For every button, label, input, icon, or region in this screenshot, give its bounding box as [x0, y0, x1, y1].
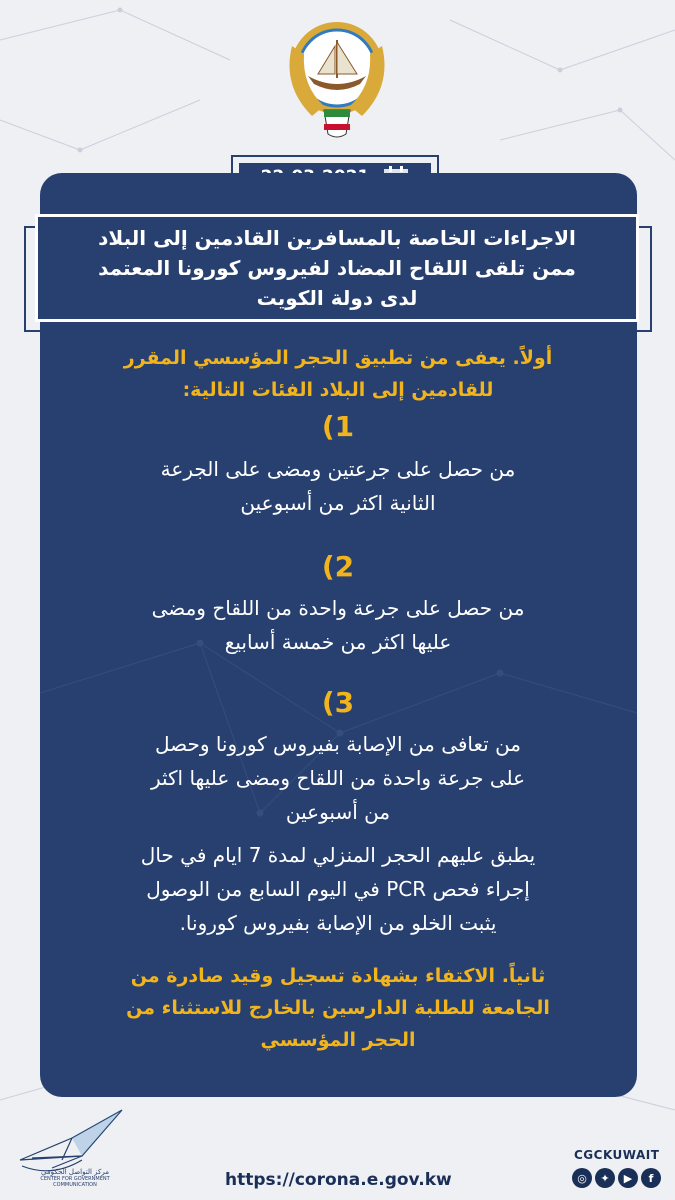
intro-text [60, 342, 616, 406]
item-number: 1) [321, 410, 355, 443]
instagram-icon[interactable]: ◎ [572, 1168, 592, 1188]
item-line: من أسبوعين [285, 800, 391, 824]
social-icons [572, 1168, 661, 1188]
website-link[interactable]: https://corona.e.gov.kw [225, 1170, 452, 1190]
second-line: الجامعة للطلبة الدارسين بالخارج للاستثناء من [126, 997, 550, 1019]
quarantine-line: يطبق عليهم الحجر المنزلي لمدة 7 ايام في حال [140, 843, 536, 867]
item-text [60, 591, 616, 659]
quarantine-line: يثبت الخلو من الإصابة بفيروس كورونا. [179, 911, 497, 935]
item-line: عليها اكثر من خمسة أسابيع [224, 630, 452, 654]
item-line: الثانية اكثر من أسبوعين [240, 491, 436, 515]
second-line: الحجر المؤسسي [260, 1029, 416, 1051]
facebook-icon[interactable]: f [641, 1168, 661, 1188]
item-line: على جرعة واحدة من اللقاح ومضى عليها اكثر [150, 766, 526, 790]
quarantine-line: إجراء فحص PCR في اليوم السابع من الوصول [146, 877, 530, 901]
title-box [35, 214, 639, 322]
item-number: 2) [321, 550, 355, 583]
second-clause-text [60, 960, 616, 1056]
item-text [60, 727, 616, 829]
intro-line: أولاً. يعفى من تطبيق الحجر المؤسسي المقرر [123, 347, 553, 369]
youtube-icon[interactable]: ▶ [618, 1168, 638, 1188]
intro-line: للقادمين إلى البلاد الفئات التالية: [182, 379, 494, 401]
cgc-logo-text: مركز التواصل الحكومي CENTER FOR GOVERNMENT COMMUNICATION [40, 1168, 110, 1188]
title-line: ممن تلقى اللقاح المضاد لفيروس كورونا المعتمد [98, 256, 576, 280]
item-line: من حصل على جرعتين ومضى على الجرعة [160, 457, 516, 481]
title-line: لدى دولة الكويت [256, 286, 418, 310]
kuwait-emblem-logo [262, 6, 412, 146]
item-line: من تعافى من الإصابة بفيروس كورونا وحصل [154, 732, 522, 756]
twitter-icon[interactable]: ✦ [595, 1168, 615, 1188]
quarantine-text [60, 838, 616, 940]
item-line: من حصل على جرعة واحدة من اللقاح ومضى [151, 596, 525, 620]
social-handle: CGCKUWAIT [574, 1148, 660, 1162]
item-text [60, 452, 616, 520]
item-number: 3) [321, 686, 355, 719]
title-line: الاجراءات الخاصة بالمسافرين القادمين إلى البلاد [98, 226, 576, 250]
second-line: ثانياً. الاكتفاء بشهادة تسجيل وقيد صادرة من [130, 965, 546, 987]
